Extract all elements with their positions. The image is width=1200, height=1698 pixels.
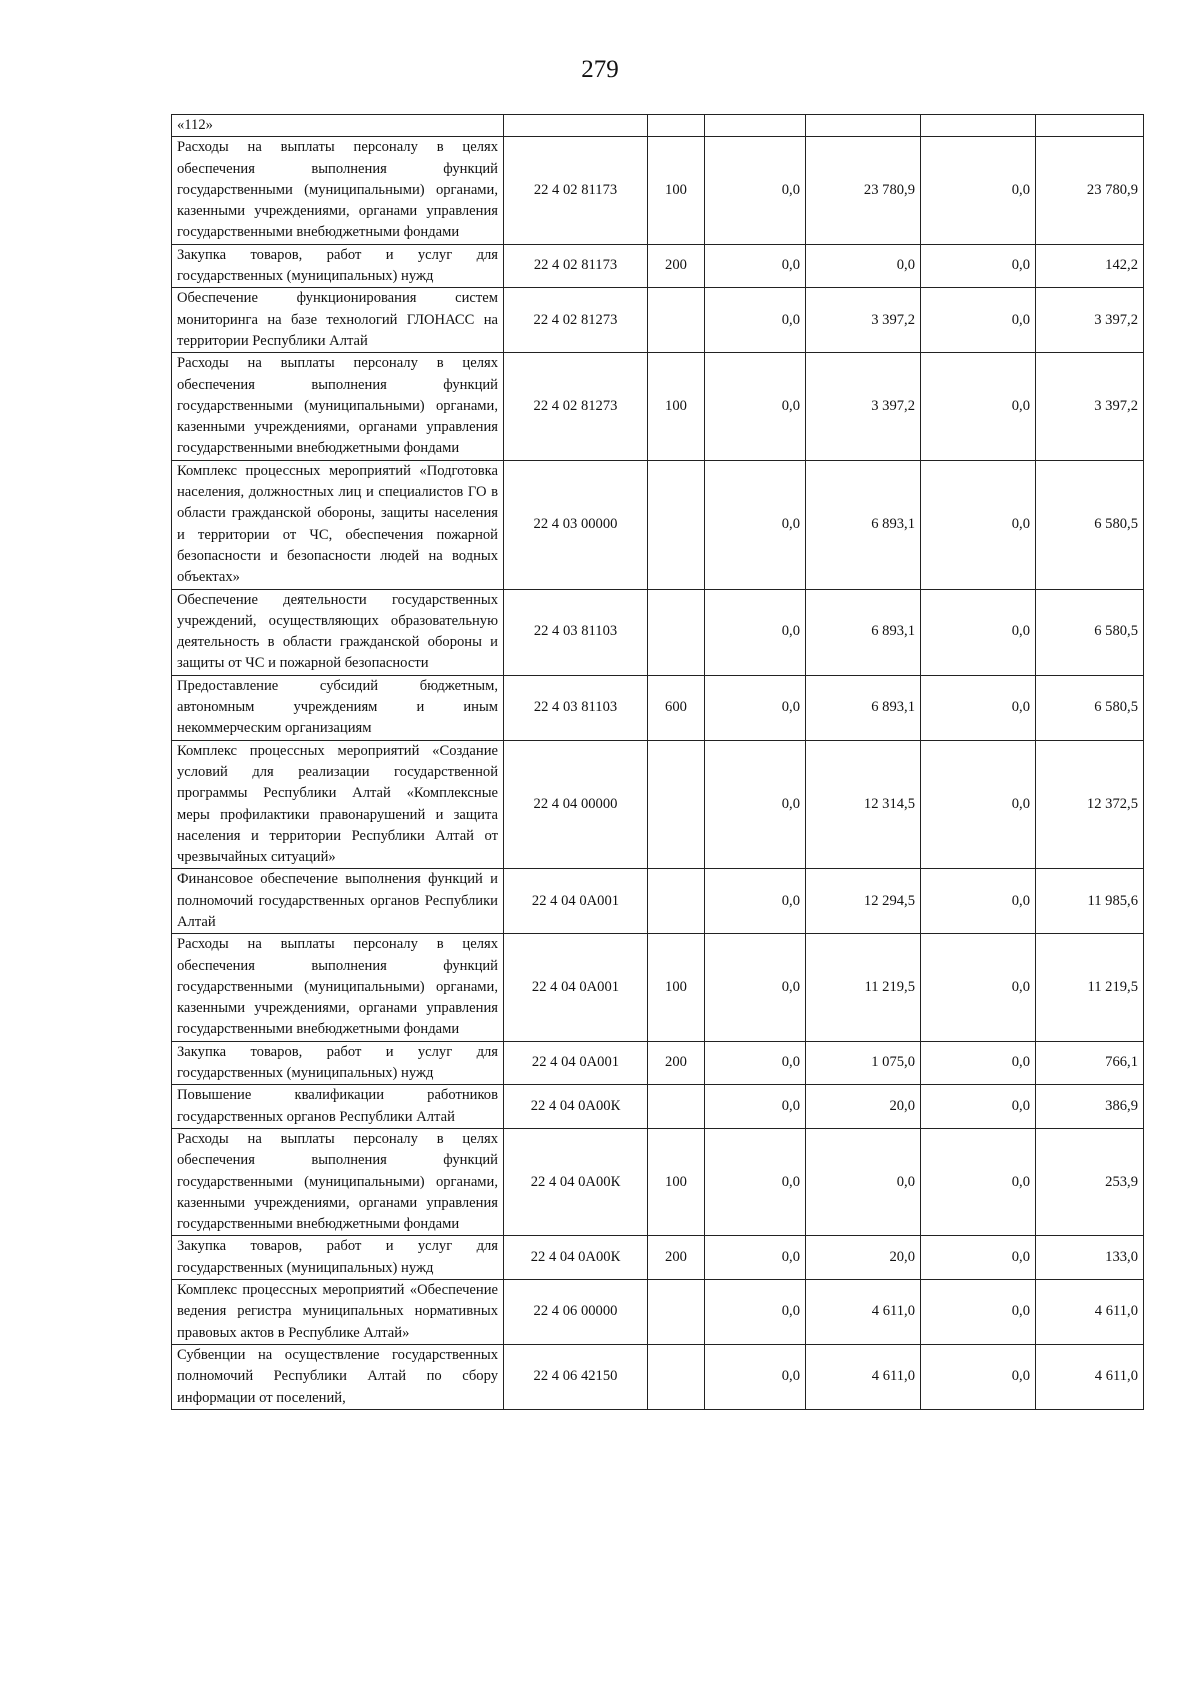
target-article-code-cell: 22 4 02 81273 <box>504 353 648 460</box>
amount-cell-3: 0,0 <box>921 1236 1036 1280</box>
expense-type-cell <box>648 869 705 934</box>
amount-cell-3: 0,0 <box>921 1344 1036 1409</box>
expense-type-cell <box>648 1085 705 1129</box>
amount-cell-2: 0,0 <box>806 244 921 288</box>
row-name-cell: Закупка товаров, работ и услуг для государственных (муниципальных) нужд <box>172 1236 504 1280</box>
row-name-cell: Обеспечение деятельности государственных учреждений, осуществляющих образовательную деятельность в области гражданской обороны и защиты от ЧС и пожарной безопасности <box>172 589 504 675</box>
amount-cell-4: 142,2 <box>1036 244 1144 288</box>
expense-type-cell <box>648 115 705 137</box>
amount-cell-1: 0,0 <box>705 1236 806 1280</box>
expense-type-cell <box>648 589 705 675</box>
expense-type-cell: 100 <box>648 934 705 1041</box>
amount-cell-4: 766,1 <box>1036 1041 1144 1085</box>
expense-type-cell: 600 <box>648 675 705 740</box>
table-row <box>172 1041 1144 1085</box>
amount-cell-4: 6 580,5 <box>1036 589 1144 675</box>
target-article-code-cell: 22 4 02 81173 <box>504 244 648 288</box>
target-article-code-cell: 22 4 06 00000 <box>504 1280 648 1345</box>
table-row <box>172 1085 1144 1129</box>
expense-type-cell <box>648 288 705 353</box>
amount-cell-4: 11 219,5 <box>1036 934 1144 1041</box>
target-article-code-cell: 22 4 04 0А001 <box>504 1041 648 1085</box>
amount-cell-1 <box>705 115 806 137</box>
amount-cell-2: 6 893,1 <box>806 460 921 589</box>
row-name-cell: Комплекс процессных мероприятий «Создание условий для реализации государственной программы Республики Алтай «Комплексные меры профилактики правонарушений и защита населения и территории Республики Алтай от чрезвычайных ситуаций» <box>172 740 504 869</box>
amount-cell-1: 0,0 <box>705 675 806 740</box>
amount-cell-2: 6 893,1 <box>806 675 921 740</box>
amount-cell-2: 3 397,2 <box>806 288 921 353</box>
amount-cell-3: 0,0 <box>921 1280 1036 1345</box>
row-name-cell: Обеспечение функционирования систем мониторинга на базе технологий ГЛОНАСС на территории Республики Алтай <box>172 288 504 353</box>
table-row <box>172 934 1144 1041</box>
amount-cell-3: 0,0 <box>921 288 1036 353</box>
table-row <box>172 675 1144 740</box>
amount-cell-2: 6 893,1 <box>806 589 921 675</box>
expense-type-cell <box>648 1344 705 1409</box>
row-name-cell: Закупка товаров, работ и услуг для государственных (муниципальных) нужд <box>172 1041 504 1085</box>
table-row <box>172 353 1144 460</box>
table-row <box>172 589 1144 675</box>
budget-table-body <box>172 115 1144 1410</box>
row-name-cell: Субвенции на осуществление государственных полномочий Республики Алтай по сбору информации от поселений, <box>172 1344 504 1409</box>
amount-cell-3: 0,0 <box>921 353 1036 460</box>
expense-type-cell <box>648 460 705 589</box>
table-row <box>172 115 1144 137</box>
amount-cell-1: 0,0 <box>705 288 806 353</box>
row-name-cell: Закупка товаров, работ и услуг для государственных (муниципальных) нужд <box>172 244 504 288</box>
amount-cell-1: 0,0 <box>705 244 806 288</box>
table-row <box>172 1128 1144 1235</box>
target-article-code-cell: 22 4 04 0А001 <box>504 869 648 934</box>
expense-type-cell: 100 <box>648 1128 705 1235</box>
target-article-code-cell: 22 4 04 00000 <box>504 740 648 869</box>
amount-cell-2: 20,0 <box>806 1085 921 1129</box>
amount-cell-1: 0,0 <box>705 934 806 1041</box>
row-name-cell: Комплекс процессных мероприятий «Обеспечение ведения регистра муниципальных нормативных правовых актов в Республике Алтай» <box>172 1280 504 1345</box>
table-row <box>172 244 1144 288</box>
expense-type-cell: 100 <box>648 137 705 244</box>
target-article-code-cell: 22 4 02 81173 <box>504 137 648 244</box>
amount-cell-1: 0,0 <box>705 1344 806 1409</box>
amount-cell-2: 1 075,0 <box>806 1041 921 1085</box>
table-row <box>172 1344 1144 1409</box>
amount-cell-4: 12 372,5 <box>1036 740 1144 869</box>
amount-cell-2: 12 314,5 <box>806 740 921 869</box>
amount-cell-2: 3 397,2 <box>806 353 921 460</box>
amount-cell-1: 0,0 <box>705 869 806 934</box>
row-name-cell: Расходы на выплаты персоналу в целях обеспечения выполнения функций государственными (муниципальными) органами, казенными учреждениями, органами управления государственными внебюджетными фондами <box>172 934 504 1041</box>
table-row <box>172 740 1144 869</box>
amount-cell-3: 0,0 <box>921 1128 1036 1235</box>
table-row <box>172 137 1144 244</box>
amount-cell-3: 0,0 <box>921 934 1036 1041</box>
table-row <box>172 1280 1144 1345</box>
target-article-code-cell: 22 4 03 00000 <box>504 460 648 589</box>
amount-cell-1: 0,0 <box>705 589 806 675</box>
amount-cell-4: 23 780,9 <box>1036 137 1144 244</box>
amount-cell-2 <box>806 115 921 137</box>
amount-cell-4: 133,0 <box>1036 1236 1144 1280</box>
amount-cell-4: 3 397,2 <box>1036 288 1144 353</box>
expense-type-cell: 200 <box>648 1236 705 1280</box>
expense-type-cell: 100 <box>648 353 705 460</box>
row-name-cell: Расходы на выплаты персоналу в целях обеспечения выполнения функций государственными (муниципальными) органами, казенными учреждениями, органами управления государственными внебюджетными фондами <box>172 353 504 460</box>
amount-cell-3: 0,0 <box>921 1041 1036 1085</box>
amount-cell-3: 0,0 <box>921 740 1036 869</box>
amount-cell-1: 0,0 <box>705 1085 806 1129</box>
amount-cell-3: 0,0 <box>921 869 1036 934</box>
expense-type-cell <box>648 1280 705 1345</box>
target-article-code-cell: 22 4 04 0А001 <box>504 934 648 1041</box>
amount-cell-1: 0,0 <box>705 460 806 589</box>
page-number: 279 <box>581 56 619 83</box>
expense-type-cell <box>648 740 705 869</box>
table-row <box>172 460 1144 589</box>
amount-cell-4: 11 985,6 <box>1036 869 1144 934</box>
row-name-cell: Расходы на выплаты персоналу в целях обеспечения выполнения функций государственными (муниципальными) органами, казенными учреждениями, органами управления государственными внебюджетными фондами <box>172 1128 504 1235</box>
target-article-code-cell: 22 4 04 0А00К <box>504 1085 648 1129</box>
target-article-code-cell: 22 4 04 0А00К <box>504 1236 648 1280</box>
target-article-code-cell: 22 4 03 81103 <box>504 675 648 740</box>
amount-cell-2: 4 611,0 <box>806 1280 921 1345</box>
amount-cell-2: 11 219,5 <box>806 934 921 1041</box>
amount-cell-1: 0,0 <box>705 137 806 244</box>
row-name-cell: Финансовое обеспечение выполнения функций и полномочий государственных органов Республики Алтай <box>172 869 504 934</box>
amount-cell-1: 0,0 <box>705 740 806 869</box>
amount-cell-3: 0,0 <box>921 460 1036 589</box>
amount-cell-1: 0,0 <box>705 1041 806 1085</box>
expense-type-cell: 200 <box>648 244 705 288</box>
target-article-code-cell: 22 4 04 0А00К <box>504 1128 648 1235</box>
target-article-code-cell: 22 4 03 81103 <box>504 589 648 675</box>
amount-cell-2: 4 611,0 <box>806 1344 921 1409</box>
row-name-cell: Расходы на выплаты персоналу в целях обеспечения выполнения функций государственными (муниципальными) органами, казенными учреждениями, органами управления государственными внебюджетными фондами <box>172 137 504 244</box>
amount-cell-4: 386,9 <box>1036 1085 1144 1129</box>
amount-cell-4: 4 611,0 <box>1036 1280 1144 1345</box>
amount-cell-4: 3 397,2 <box>1036 353 1144 460</box>
amount-cell-3 <box>921 115 1036 137</box>
amount-cell-2: 12 294,5 <box>806 869 921 934</box>
target-article-code-cell <box>504 115 648 137</box>
amount-cell-3: 0,0 <box>921 675 1036 740</box>
row-name-cell: Повышение квалификации работников государственных органов Республики Алтай <box>172 1085 504 1129</box>
amount-cell-3: 0,0 <box>921 244 1036 288</box>
amount-cell-4: 4 611,0 <box>1036 1344 1144 1409</box>
target-article-code-cell: 22 4 06 42150 <box>504 1344 648 1409</box>
amount-cell-3: 0,0 <box>921 1085 1036 1129</box>
amount-cell-1: 0,0 <box>705 1128 806 1235</box>
amount-cell-2: 23 780,9 <box>806 137 921 244</box>
table-row <box>172 1236 1144 1280</box>
amount-cell-4: 6 580,5 <box>1036 460 1144 589</box>
amount-cell-3: 0,0 <box>921 589 1036 675</box>
amount-cell-1: 0,0 <box>705 353 806 460</box>
expense-type-cell: 200 <box>648 1041 705 1085</box>
amount-cell-2: 0,0 <box>806 1128 921 1235</box>
budget-table <box>171 114 1144 1410</box>
row-name-cell: «112» <box>172 115 504 137</box>
table-row <box>172 869 1144 934</box>
table-row <box>172 288 1144 353</box>
row-name-cell: Комплекс процессных мероприятий «Подготовка населения, должностных лиц и специалистов ГО в области гражданской обороны, защиты населения и территории от ЧС, обеспечения пожарной безопасности и безопасности людей на водных объектах» <box>172 460 504 589</box>
amount-cell-4: 6 580,5 <box>1036 675 1144 740</box>
row-name-cell: Предоставление субсидий бюджетным, автономным учреждениям и иным некоммерческим организациям <box>172 675 504 740</box>
amount-cell-3: 0,0 <box>921 137 1036 244</box>
target-article-code-cell: 22 4 02 81273 <box>504 288 648 353</box>
amount-cell-2: 20,0 <box>806 1236 921 1280</box>
amount-cell-4 <box>1036 115 1144 137</box>
amount-cell-4: 253,9 <box>1036 1128 1144 1235</box>
amount-cell-1: 0,0 <box>705 1280 806 1345</box>
